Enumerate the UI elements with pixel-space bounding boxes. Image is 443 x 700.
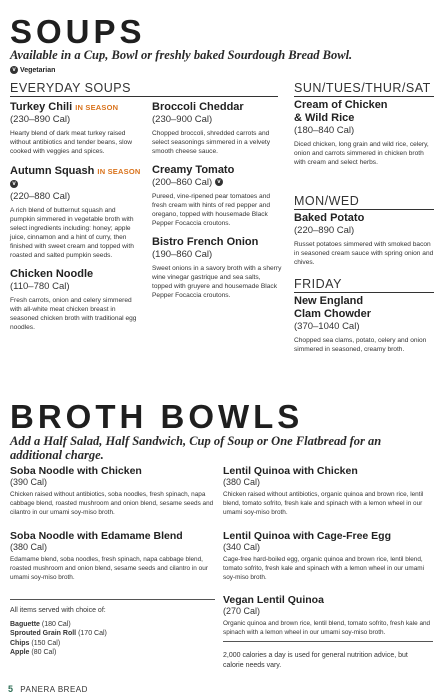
broth-description: Chicken raised without antibiotics, organic quinoa and brown rice, lentil blend, tomato sofrito, fresh kale and spinach with a lemon wheel in our umami soy-miso broth. [223,491,424,516]
soup-name: Chicken Noodle [10,268,94,280]
soup-calories: (230–900 Cal) [152,114,213,125]
soup-calories: (220–890 Cal) [294,225,355,236]
brand-name: PANERA BREAD [20,685,88,694]
everyday-soups-header: EVERYDAY SOUPS [10,81,278,97]
soup-calories: (220–880 Cal) [10,191,71,202]
broth-item-vegan-lentil [223,594,433,638]
bread-sides-divider [10,599,215,600]
soup-name-line2: & Wild Rice [294,112,355,124]
soup-description: A rich blend of butternut squash and pumpkin simmered in vegetable broth with select ingredients including: honey; apple juice, cinnamon and a hint of curry, then finished with sweet cream and topped with roasted and salted pumpkin seeds. [10,207,134,259]
side-item: Chips (150 Cal) [10,639,61,647]
broth-calories: (270 Cal) [223,606,261,616]
soup-description: Russet potatoes simmered with smoked bacon in seasoned cream sauce with spring onion and chives. [294,241,434,266]
soup-item-clam-chowder [294,295,434,354]
soup-calories: (230–890 Cal) [10,114,71,125]
side-item: Apple (80 Cal) [10,649,57,656]
broth-item-lentil-chicken [223,465,433,517]
broth-calories: (390 Cal) [10,477,48,487]
soup-calories: (370–1040 Cal) [294,321,360,332]
soup-description: Diced chicken, long grain and wild rice, celery, onion and carrots simmered in chicken broth with cream and select herbs. [294,141,429,166]
vegetarian-icon: v [10,180,18,188]
vegetarian-icon: v [10,66,18,74]
soup-name: Baked Potato [294,212,365,224]
vegetarian-legend [10,66,55,74]
soup-description: Hearty blend of dark meat turkey raised without antibiotics and tender beans, slow cooked with veggies and spices. [10,130,133,155]
soup-calories: (190–860 Cal) [152,249,213,260]
broth-name: Lentil Quinoa with Cage-Free Egg [223,530,392,542]
soup-description: Chopped broccoli, shredded carrots and select seasonings simmered in a velvety smooth cheese sauce. [152,130,271,155]
broth-bowls-tagline: Add a Half Salad, Half Sandwich, Cup of Soup or One Flatbread for an additional charge. [10,434,382,462]
soup-item-chicken-noodle [10,268,142,332]
side-item: Sprouted Grain Roll (170 Cal) [10,630,107,637]
vegetarian-label: Vegetarian [19,66,56,74]
soups-title: SOUPS [10,13,146,50]
broth-name: Soba Noodle with Edamame Blend [10,530,183,542]
broth-description: Organic quinoa and brown rice, lentil blend, tomato sofrito, fresh kale and spinach with a lemon wheel in our umami soy-miso broth. [223,620,431,636]
soup-name: Autumn Squash IN SEASON v [10,165,141,188]
broth-calories: (340 Cal) [223,542,261,552]
in-season-badge: IN SEASON [97,167,141,176]
soup-calories: (110–780 Cal) [10,281,70,292]
soup-name: Cream of Chicken [294,99,388,111]
soups-tagline: Available in a Cup, Bowl or freshly baked Sourdough Bread Bowl. [10,48,353,62]
broth-name: Lentil Quinoa with Chicken [223,465,358,477]
soup-calories: (180–840 Cal) [294,125,355,136]
nutrition-note: 2,000 calories a day is used for general nutrition advice, but calorie needs vary. [223,652,408,669]
soup-item-cream-of-chicken [294,99,434,167]
soup-description: Chopped sea clams, potato, celery and onion simmered in seasoned, creamy broth. [294,337,427,353]
page-footer [8,684,88,694]
broth-description: Edamame blend, soba noodles, fresh spinach, napa cabbage blend, roasted mushroom and onion blend, sesame seeds and cilantro in our umami soy-miso broth. [10,556,208,581]
soup-item-creamy-tomato [152,164,282,228]
soup-description: Fresh carrots, onion and celery simmered with all-white meat chicken breast in seasoned chicken broth with traditional egg noodles. [10,297,137,331]
day-header-sun-tues-thur-sat: SUN/TUES/THUR/SAT [294,81,434,97]
broth-description: Cage-free hard-boiled egg, organic quinoa and brown rice, lentil blend, tomato sofrito, fresh kale and spinach with a lemon wheel in our umami soy-miso broth. [223,556,425,581]
day-header-mon-wed: MON/WED [294,194,434,210]
soup-calories: (200–860 Cal) v [152,177,282,188]
soup-name: Broccoli Cheddar [152,101,244,113]
broth-bowls-title: BROTH BOWLS [10,398,304,435]
soup-description: Sweet onions in a savory broth with a sherry wine vinegar gastrique and sea salts, topped with gruyere and housemade Black Pepper Focaccia croutons. [152,265,282,299]
broth-name: Vegan Lentil Quinoa [223,594,324,606]
sides-intro: All items served with choice of: [10,607,106,614]
side-item: Baguette (180 Cal) [10,620,71,628]
soup-name-line2: Clam Chowder [294,308,372,320]
soup-name: Creamy Tomato [152,164,235,176]
soup-name: New England [294,295,364,307]
page-number: 5 [8,684,14,694]
broth-calories: (380 Cal) [223,477,261,487]
broth-calories: (380 Cal) [10,542,48,552]
soup-item-turkey-chili [10,101,142,156]
broth-item-soba-edamame [10,530,215,582]
broth-item-lentil-egg [223,530,433,582]
sides-list [10,606,215,658]
soup-name: Bistro French Onion [152,236,259,248]
soup-description: Pureed, vine-ripened pear tomatoes and fresh cream with hints of red pepper and oregano, topped with housemade Black Pepper Focaccia croutons. [152,193,271,227]
soup-item-baked-potato [294,212,434,267]
day-header-friday: FRIDAY [294,277,434,293]
broth-name: Soba Noodle with Chicken [10,465,142,477]
vegetarian-icon: v [215,178,223,186]
nutrition-divider [223,641,433,642]
soup-item-broccoli-cheddar [152,101,282,156]
soup-item-bistro-french-onion [152,236,282,300]
broth-description: Chicken raised without antibiotics, soba noodles, fresh spinach, napa cabbage blend, roasted mushroom and onion blend, sesame seeds and cilantro in our umami soy-miso broth. [10,491,214,516]
in-season-badge: IN SEASON [75,103,119,112]
broth-item-soba-chicken [10,465,215,517]
soup-item-autumn-squash [10,165,142,260]
soup-name: Turkey Chili IN SEASON [10,101,119,113]
